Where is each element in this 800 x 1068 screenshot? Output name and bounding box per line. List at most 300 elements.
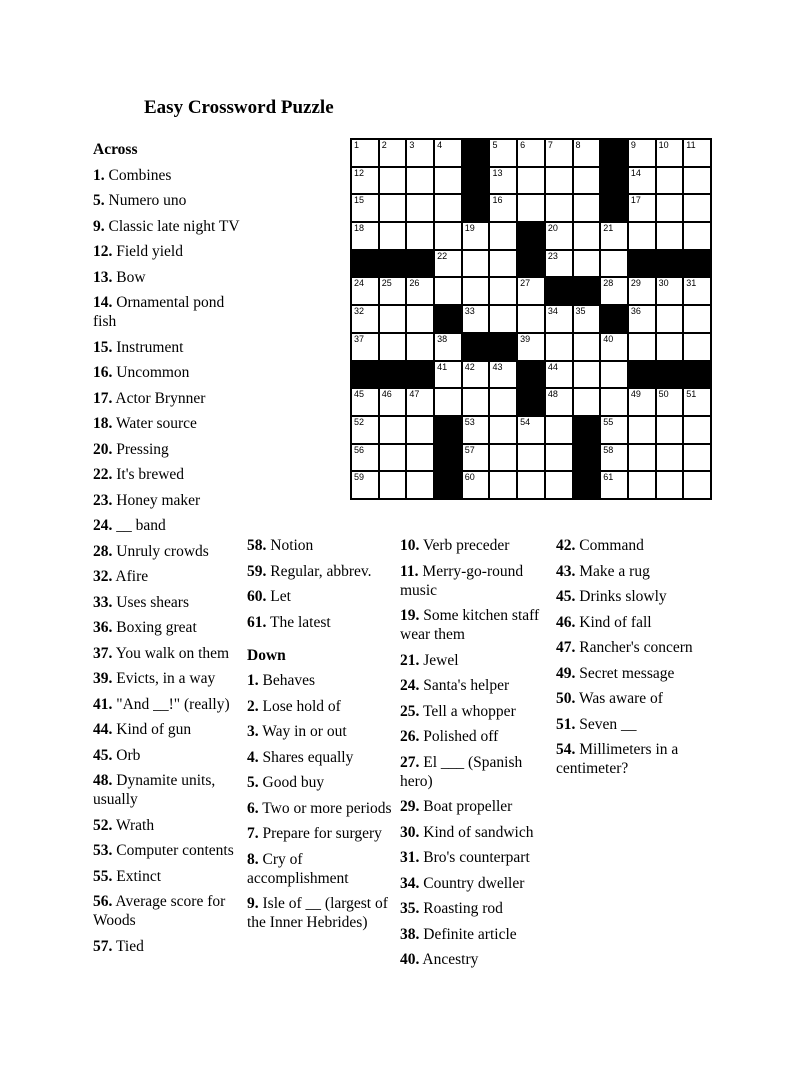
clue-item [93, 567, 241, 586]
cell-number: 39 [520, 333, 531, 344]
grid-white-cell [628, 305, 656, 333]
clue-item [93, 293, 241, 331]
grid-white-cell [628, 444, 656, 472]
grid-white-cell [434, 361, 462, 389]
clue-text: Orb [116, 746, 141, 764]
grid-black-cell [656, 361, 684, 389]
grid-black-cell [628, 250, 656, 278]
grid-white-cell [517, 333, 545, 361]
clue-number: 53. [93, 842, 113, 859]
grid-black-cell [462, 167, 490, 195]
clue-text: Rancher's concern [579, 639, 693, 656]
clue-number: 37. [93, 644, 113, 662]
cell-number: 20 [547, 223, 558, 234]
grid-white-cell [406, 222, 434, 250]
clue-number: 32. [93, 568, 113, 585]
clue-text: Evicts, in a way [116, 670, 216, 687]
clue-number: 35. [400, 900, 420, 917]
cell-number: 50 [658, 389, 669, 400]
clue-number: 12. [93, 243, 113, 260]
cell-number: 56 [354, 444, 365, 455]
grid-black-cell [379, 250, 407, 278]
grid-white-cell [379, 305, 407, 333]
clue-text: Boxing great [116, 619, 197, 636]
clue-item [93, 389, 241, 408]
grid-black-cell [573, 277, 601, 305]
clue-text: Some kitchen staff wear them [400, 607, 540, 643]
cell-number: 1 [354, 140, 360, 150]
clue-item [400, 823, 555, 842]
grid-white-cell [683, 333, 711, 361]
clue-number: 55. [93, 867, 113, 885]
grid-white-cell [489, 444, 517, 472]
cell-number: 29 [630, 278, 641, 289]
grid-white-cell [628, 167, 656, 195]
cell-number: 5 [492, 140, 498, 150]
grid-white-cell [545, 250, 573, 278]
clue-text: Honey maker [116, 491, 201, 509]
grid-black-cell [683, 250, 711, 278]
clue-item [93, 695, 241, 714]
clue-item [247, 671, 397, 690]
clue-item [93, 440, 241, 459]
clue-item [556, 689, 718, 708]
clue-text: Isle of __ (largest of the Inner Hebrides) [247, 895, 388, 931]
grid-white-cell [517, 305, 545, 333]
grid-white-cell [434, 139, 462, 167]
grid-black-cell [600, 167, 628, 195]
grid-white-cell [462, 250, 490, 278]
grid-white-cell [406, 167, 434, 195]
grid-white-cell [683, 388, 711, 416]
grid-black-cell [600, 139, 628, 167]
clue-text: You walk on them [115, 644, 230, 662]
grid-black-cell [379, 361, 407, 389]
clue-number: 33. [93, 593, 113, 611]
clue-number: 56. [93, 893, 113, 910]
clue-text: Field yield [116, 243, 183, 260]
clue-number: 59. [247, 562, 267, 580]
grid-white-cell [545, 388, 573, 416]
grid-white-cell [545, 333, 573, 361]
clue-number: 38. [400, 925, 420, 943]
grid-black-cell [406, 361, 434, 389]
grid-white-cell [434, 222, 462, 250]
clue-text: "And __!" (really) [116, 695, 230, 713]
grid-white-cell [545, 305, 573, 333]
grid-white-cell [683, 471, 711, 499]
grid-white-cell [545, 139, 573, 167]
clue-item [400, 562, 555, 600]
clue-number: 42. [556, 537, 576, 554]
grid-white-cell [351, 305, 379, 333]
clue-number: 39. [93, 670, 113, 687]
grid-black-cell [573, 444, 601, 472]
clue-text: Kind of sandwich [423, 823, 534, 841]
grid-white-cell [683, 444, 711, 472]
clue-text: Unruly crowds [116, 542, 209, 560]
clue-text: Prepare for surgery [262, 825, 382, 842]
clue-number: 30. [400, 823, 420, 841]
grid-black-cell [600, 194, 628, 222]
cell-number: 19 [464, 223, 475, 234]
grid-black-cell [517, 222, 545, 250]
clue-text: Millimeters in a centimeter? [556, 741, 679, 777]
clue-text: Good buy [262, 774, 325, 791]
clue-item [247, 824, 397, 843]
grid-white-cell [656, 305, 684, 333]
clue-text: Santa's helper [423, 677, 510, 694]
clue-item [93, 841, 241, 860]
clue-text: Water source [115, 415, 197, 432]
grid-black-cell [434, 444, 462, 472]
clue-text: Shares equally [262, 748, 354, 766]
grid-white-cell [434, 277, 462, 305]
clue-item [400, 753, 555, 791]
cell-number: 3 [409, 140, 415, 150]
clue-item [556, 715, 718, 734]
clue-number: 7. [247, 825, 259, 842]
cell-number: 51 [686, 389, 697, 400]
grid-white-cell [489, 167, 517, 195]
cell-number: 61 [603, 472, 614, 483]
grid-white-cell [462, 277, 490, 305]
clue-number: 18. [93, 415, 113, 432]
clues-column-2 [247, 536, 397, 939]
clue-number: 60. [247, 588, 267, 605]
clue-text: Computer contents [116, 842, 234, 859]
cell-number: 12 [354, 167, 365, 178]
cell-number: 27 [520, 278, 531, 289]
clue-item [93, 937, 241, 956]
cell-number: 60 [464, 472, 475, 483]
grid-white-cell [656, 471, 684, 499]
clue-item [93, 720, 241, 739]
clue-item [556, 664, 718, 683]
grid-white-cell [545, 167, 573, 195]
cell-number: 10 [658, 140, 669, 150]
grid-white-cell [656, 416, 684, 444]
clue-item [556, 613, 718, 632]
clue-number: 19. [400, 607, 420, 624]
clue-item [247, 587, 397, 606]
clue-number: 50. [556, 690, 576, 707]
clue-number: 25. [400, 702, 420, 720]
grid-black-cell [406, 250, 434, 278]
grid-white-cell [351, 416, 379, 444]
clue-number: 54. [556, 741, 576, 758]
grid-white-cell [628, 471, 656, 499]
clue-item [400, 536, 555, 555]
cell-number: 55 [603, 416, 614, 427]
clue-number: 9. [93, 217, 105, 235]
clue-number: 11. [400, 562, 419, 580]
clue-number: 23. [93, 491, 113, 509]
clue-item [93, 191, 241, 210]
cell-number: 13 [492, 167, 503, 178]
cell-number: 41 [437, 361, 448, 372]
grid-white-cell [573, 167, 601, 195]
grid-white-cell [462, 471, 490, 499]
clue-item [93, 892, 241, 930]
clue-number: 6. [247, 799, 259, 817]
clue-item [93, 414, 241, 433]
grid-white-cell [379, 194, 407, 222]
grid-white-cell [573, 305, 601, 333]
cell-number: 49 [630, 389, 641, 400]
grid-white-cell [600, 277, 628, 305]
grid-white-cell [489, 361, 517, 389]
grid-black-cell [462, 194, 490, 222]
clue-text: Boat propeller [423, 798, 513, 815]
clue-item [247, 562, 397, 581]
grid-white-cell [379, 222, 407, 250]
grid-white-cell [683, 277, 711, 305]
clue-text: Uses shears [116, 593, 189, 611]
grid-black-cell [545, 277, 573, 305]
clue-number: 36. [93, 619, 113, 636]
grid-white-cell [489, 222, 517, 250]
clue-number: 13. [93, 268, 113, 286]
grid-white-cell [489, 305, 517, 333]
grid-white-cell [351, 471, 379, 499]
clue-text: It's brewed [116, 466, 185, 483]
grid-white-cell [489, 416, 517, 444]
clue-item [247, 894, 397, 932]
clue-item [247, 722, 397, 741]
grid-black-cell [573, 471, 601, 499]
cell-number: 45 [354, 389, 365, 400]
grid-white-cell [434, 388, 462, 416]
grid-white-cell [489, 194, 517, 222]
clue-number: 61. [247, 613, 267, 631]
clue-text: Behaves [262, 672, 316, 689]
grid-white-cell [656, 222, 684, 250]
cell-number: 37 [354, 333, 365, 344]
clue-number: 29. [400, 798, 420, 815]
clue-text: Way in or out [262, 723, 347, 740]
grid-white-cell [462, 222, 490, 250]
grid-white-cell [517, 139, 545, 167]
clue-number: 1. [247, 672, 259, 689]
clue-number: 49. [556, 664, 576, 682]
grid-white-cell [406, 444, 434, 472]
clue-text: Ornamental pond fish [93, 294, 225, 330]
clue-item [400, 702, 555, 721]
down-clue-list-3 [556, 536, 718, 778]
grid-white-cell [517, 277, 545, 305]
clue-number: 9. [247, 895, 259, 912]
clue-item [93, 593, 241, 612]
clue-item [556, 740, 718, 778]
grid-white-cell [379, 139, 407, 167]
clue-item [93, 867, 241, 886]
clue-text: Roasting rod [423, 900, 503, 917]
clue-number: 14. [93, 294, 113, 311]
cell-number: 46 [381, 389, 392, 400]
clue-number: 24. [400, 677, 420, 694]
clue-text: Two or more periods [262, 799, 392, 817]
clue-text: Seven __ [579, 715, 637, 733]
clue-text: Pressing [116, 440, 169, 458]
clue-number: 20. [93, 440, 113, 458]
grid-white-cell [683, 222, 711, 250]
clue-item [400, 925, 555, 944]
grid-white-cell [600, 333, 628, 361]
grid-black-cell [683, 361, 711, 389]
clue-item [247, 536, 397, 555]
clue-number: 41. [93, 695, 113, 713]
clue-text: Make a rug [579, 562, 650, 580]
grid-white-cell [545, 361, 573, 389]
grid-white-cell [656, 277, 684, 305]
grid-white-cell [406, 139, 434, 167]
grid-white-cell [351, 194, 379, 222]
grid-black-cell [351, 250, 379, 278]
cell-number: 31 [686, 278, 697, 289]
clue-item [400, 950, 555, 969]
clue-item [93, 465, 241, 484]
clue-number: 1. [93, 166, 105, 184]
grid-white-cell [656, 167, 684, 195]
clue-number: 21. [400, 651, 420, 669]
clue-number: 26. [400, 728, 420, 745]
clue-number: 17. [93, 389, 113, 407]
grid-white-cell [351, 444, 379, 472]
clue-item [93, 618, 241, 637]
grid-white-cell [573, 222, 601, 250]
cell-number: 48 [547, 389, 558, 400]
clue-item [247, 613, 397, 632]
grid-white-cell [489, 250, 517, 278]
grid-white-cell [406, 333, 434, 361]
clue-number: 45. [556, 588, 576, 605]
clue-item [400, 651, 555, 670]
grid-white-cell [656, 194, 684, 222]
cell-number: 9 [630, 140, 636, 150]
grid-white-cell [573, 361, 601, 389]
clue-item [93, 771, 241, 809]
clue-text: Actor Brynner [115, 389, 206, 407]
grid-white-cell [573, 333, 601, 361]
cell-number: 40 [603, 333, 614, 344]
grid-white-cell [462, 388, 490, 416]
clue-item [93, 217, 241, 236]
grid-white-cell [379, 416, 407, 444]
grid-white-cell [517, 167, 545, 195]
grid-white-cell [517, 194, 545, 222]
clue-item [556, 536, 718, 555]
across-clue-list-2 [247, 536, 397, 632]
clue-text: Extinct [116, 867, 162, 885]
grid-white-cell [545, 416, 573, 444]
clue-text: Verb preceder [422, 537, 510, 554]
grid-white-cell [600, 388, 628, 416]
cell-number: 21 [603, 223, 614, 234]
grid-white-cell [462, 416, 490, 444]
clues-column-3 [400, 536, 555, 976]
grid-white-cell [656, 444, 684, 472]
grid-white-cell [600, 416, 628, 444]
across-header: Across [93, 141, 138, 158]
grid-white-cell [351, 388, 379, 416]
clue-number: 40. [400, 951, 420, 968]
grid-black-cell [656, 250, 684, 278]
clue-item [93, 746, 241, 765]
clue-number: 27. [400, 753, 420, 771]
grid-white-cell [406, 305, 434, 333]
clue-item [93, 363, 241, 382]
cell-number: 24 [354, 278, 365, 289]
grid-white-cell [406, 277, 434, 305]
cell-number: 35 [575, 306, 586, 317]
clue-text: Kind of fall [579, 613, 652, 631]
cell-number: 43 [492, 361, 503, 372]
cell-number: 47 [409, 389, 420, 400]
clue-text: Wrath [115, 816, 155, 834]
grid-white-cell [379, 333, 407, 361]
clue-text: Kind of gun [116, 721, 192, 738]
clue-text: Country dweller [423, 874, 525, 892]
clue-number: 57. [93, 937, 113, 955]
clue-number: 52. [93, 816, 113, 834]
grid-white-cell [628, 194, 656, 222]
cell-number: 32 [354, 306, 365, 317]
clue-item [93, 338, 241, 357]
grid-white-cell [406, 471, 434, 499]
clue-number: 8. [247, 850, 259, 868]
clue-text: The latest [269, 613, 331, 631]
cell-number: 6 [520, 140, 526, 150]
grid-black-cell [517, 361, 545, 389]
clue-item [247, 850, 397, 888]
cell-number: 17 [630, 195, 641, 206]
grid-black-cell [600, 305, 628, 333]
clue-number: 51. [556, 715, 576, 733]
clue-number: 31. [400, 849, 420, 866]
clue-item [400, 899, 555, 918]
clue-text: Jewel [423, 651, 459, 669]
clue-number: 34. [400, 874, 420, 892]
clue-number: 5. [93, 192, 105, 209]
clue-text: Polished off [423, 728, 499, 745]
cell-number: 42 [464, 361, 475, 372]
cell-number: 8 [575, 140, 581, 150]
clue-text: Regular, abbrev. [270, 562, 372, 580]
across-clue-list-1 [93, 166, 241, 956]
clue-text: Definite article [423, 925, 517, 943]
grid-white-cell [517, 471, 545, 499]
grid-white-cell [517, 416, 545, 444]
grid-white-cell [434, 194, 462, 222]
cell-number: 44 [547, 361, 558, 372]
clue-item [93, 242, 241, 261]
grid-white-cell [434, 250, 462, 278]
grid-white-cell [656, 333, 684, 361]
clue-item [247, 773, 397, 792]
grid-white-cell [600, 222, 628, 250]
grid-white-cell [489, 277, 517, 305]
grid-white-cell [462, 444, 490, 472]
clue-item [93, 669, 241, 688]
cell-number: 25 [381, 278, 392, 289]
clue-text: __ band [116, 517, 166, 534]
down-clue-list-1 [247, 671, 397, 932]
clue-text: Drinks slowly [579, 588, 667, 605]
grid-white-cell [406, 388, 434, 416]
clue-item [93, 644, 241, 663]
grid-white-cell [628, 222, 656, 250]
